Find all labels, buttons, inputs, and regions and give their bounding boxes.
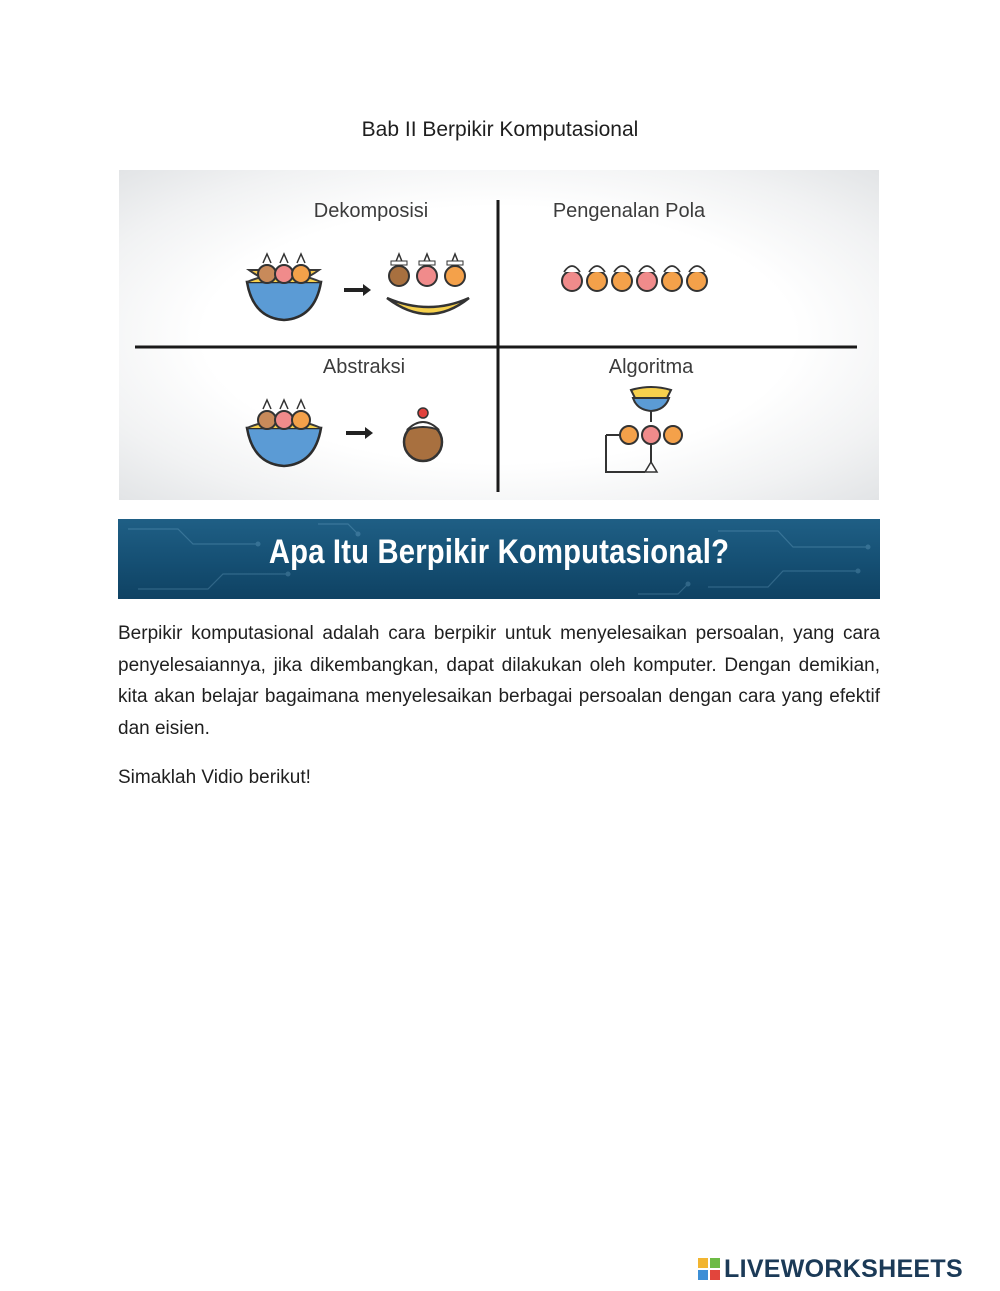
banner [118, 519, 880, 599]
liveworksheets-brand [698, 1254, 963, 1284]
arrow-icon-2 [346, 427, 373, 439]
single-scoop-icon [404, 408, 442, 461]
label-algoritma: Algoritma [608, 356, 694, 378]
computational-thinking-figure [119, 170, 879, 500]
pattern-scoops-icon [562, 266, 707, 291]
label-pengenalan-pola: Pengenalan Pola [552, 200, 706, 222]
banana-split-icon [247, 254, 321, 320]
figure-illustration [119, 170, 879, 500]
banana-split-icon-2 [247, 400, 321, 466]
algorithm-flow-icon [606, 387, 682, 472]
label-abstraksi: Abstraksi [322, 356, 406, 378]
banner-title: Apa Itu Berpikir Komputasional? [268, 533, 730, 571]
arrow-icon [344, 284, 371, 296]
body-paragraph: Berpikir komputasional adalah cara berpikir untuk menyelesaikan persoalan, yang cara penyelesaiannya, jika dikembangkan, dapat dilakukan oleh komputer. Dengan demikian, kita akan belajar bagaimana menyelesaikan berbagai persoalan dengan cara yang efektif dan eisien. [118, 623, 880, 739]
instruction-text: Simaklah Vidio berikut! [118, 767, 311, 788]
liveworksheets-logo-icon [698, 1258, 720, 1280]
decomposed-parts-icon [387, 254, 469, 314]
label-dekomposisi: Dekomposisi [313, 200, 429, 222]
brand-text: LIVEWORKSHEETS [724, 1254, 963, 1283]
page-title: Bab II Berpikir Komputasional [361, 118, 639, 141]
